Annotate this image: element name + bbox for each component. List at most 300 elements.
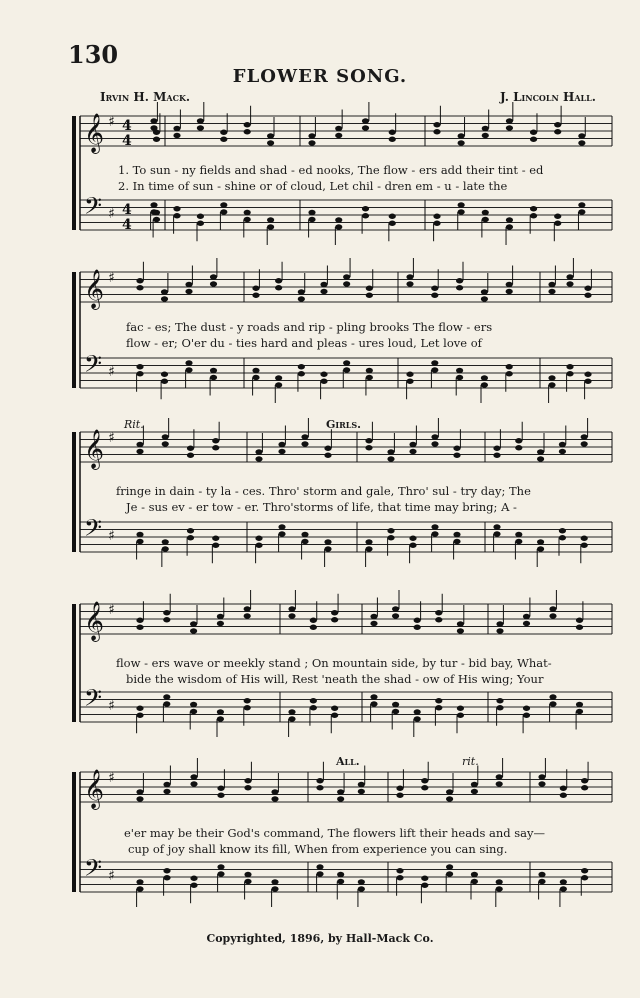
note-head (163, 610, 170, 615)
note-head (310, 705, 317, 710)
note-head (190, 709, 197, 714)
note-head (320, 282, 327, 287)
note-head (481, 289, 488, 294)
note-head (320, 289, 327, 294)
note-head (136, 532, 143, 537)
note-head (271, 886, 278, 891)
note-head (584, 293, 591, 298)
note-head (431, 441, 438, 446)
note-head (185, 367, 192, 372)
note-head (414, 625, 421, 630)
note-head (458, 209, 465, 214)
note-head (267, 140, 274, 145)
note-head (136, 706, 143, 711)
system-brace (72, 432, 76, 552)
note-head (197, 221, 204, 226)
note-head (343, 274, 350, 279)
note-head (365, 546, 372, 551)
note-head (458, 140, 465, 145)
note-head (217, 864, 224, 869)
key-signature-sharp: ♯ (108, 770, 115, 786)
note-head (301, 434, 308, 439)
key-signature-sharp: ♯ (108, 698, 115, 714)
treble-clef: 𝄞 (84, 769, 105, 809)
note-head (136, 539, 143, 544)
note-head (331, 610, 338, 615)
system-brace (72, 272, 76, 388)
note-head (153, 137, 160, 142)
note-head (335, 217, 342, 222)
note-head (456, 375, 463, 380)
note-head (506, 282, 513, 287)
note-head (308, 133, 315, 138)
note-head (244, 210, 251, 215)
note-head (559, 535, 566, 540)
note-head (320, 372, 327, 377)
note-head (406, 281, 413, 286)
note-head (366, 375, 373, 380)
note-head (308, 217, 315, 222)
note-head (337, 796, 344, 801)
note-head (578, 140, 585, 145)
note-head (358, 879, 365, 884)
note-head (301, 441, 308, 446)
lyric-line: Je - sus ev - er tow - er. Thro'storms of life, that time may bring; A - (126, 500, 517, 514)
note-head (515, 539, 522, 544)
note-head (162, 539, 169, 544)
note-head (244, 129, 251, 134)
note-head (163, 782, 170, 787)
note-head (190, 781, 197, 786)
note-head (515, 438, 522, 443)
note-head (482, 133, 489, 138)
note-head (162, 441, 169, 446)
note-head (431, 531, 438, 536)
note-head (190, 883, 197, 888)
note-head (197, 125, 204, 130)
note-head (389, 221, 396, 226)
note-head (431, 286, 438, 291)
note-head (554, 221, 561, 226)
note-head (453, 532, 460, 537)
note-head (370, 701, 377, 706)
note-head (496, 774, 503, 779)
note-head (421, 778, 428, 783)
note-head (136, 278, 143, 283)
note-head (530, 213, 537, 218)
note-head (581, 434, 588, 439)
note-head (298, 289, 305, 294)
note-head (190, 702, 197, 707)
time-signature-top: 4 (122, 118, 132, 134)
note-head (456, 278, 463, 283)
note-head (190, 628, 197, 633)
key-signature-sharp: ♯ (108, 270, 115, 286)
note-head (537, 456, 544, 461)
note-head (482, 210, 489, 215)
note-head (559, 528, 566, 533)
note-head (217, 621, 224, 626)
note-head (578, 202, 585, 207)
note-head (482, 126, 489, 131)
note-head (136, 285, 143, 290)
note-head (316, 778, 323, 783)
girls-part-label: Girls. (326, 418, 362, 431)
note-head (173, 126, 180, 131)
note-head (538, 872, 545, 877)
note-head (244, 778, 251, 783)
note-head (523, 713, 530, 718)
song-title: FLOWER SONG. (232, 66, 408, 87)
key-signature-sharp: ♯ (108, 868, 115, 884)
note-head (537, 546, 544, 551)
note-head (316, 864, 323, 869)
note-head (406, 372, 413, 377)
system-brace (72, 772, 76, 892)
note-head (335, 126, 342, 131)
time-signature-bottom: 4 (122, 217, 132, 233)
note-head (365, 539, 372, 544)
note-head (548, 382, 555, 387)
note-head (414, 618, 421, 623)
note-head (433, 214, 440, 219)
note-head (244, 785, 251, 790)
note-head (173, 133, 180, 138)
key-signature-sharp: ♯ (108, 528, 115, 544)
note-head (301, 539, 308, 544)
note-head (409, 442, 416, 447)
note-head (255, 456, 262, 461)
note-head (387, 535, 394, 540)
lyric-line: flow - er; O'er du - ties hard and pleas - ures loud, Let love of (126, 336, 482, 350)
note-head (362, 206, 369, 211)
note-head (324, 539, 331, 544)
note-head (185, 282, 192, 287)
note-head (493, 446, 500, 451)
note-head (324, 446, 331, 451)
note-head (153, 217, 160, 222)
note-head (559, 442, 566, 447)
note-head (453, 446, 460, 451)
note-head (278, 531, 285, 536)
note-head (220, 209, 227, 214)
treble-clef: 𝄞 (84, 429, 105, 469)
note-head (163, 701, 170, 706)
note-head (298, 371, 305, 376)
note-head (136, 625, 143, 630)
note-head (554, 129, 561, 134)
note-head (493, 453, 500, 458)
note-head (288, 709, 295, 714)
note-head (392, 709, 399, 714)
note-head (456, 368, 463, 373)
note-head (581, 778, 588, 783)
note-head (471, 782, 478, 787)
lyric-line: 1. To sun - ny fields and shad - ed nooks, The flow - ers add their tint - ed (118, 163, 544, 177)
note-head (506, 217, 513, 222)
lyric-line: fringe in dain - ty la - ces. Thro' storm and gale, Thro' sul - try day; The (116, 484, 531, 498)
note-head (335, 224, 342, 229)
note-head (431, 360, 438, 365)
note-head (549, 701, 556, 706)
note-head (220, 202, 227, 207)
note-head (366, 286, 373, 291)
note-head (446, 864, 453, 869)
note-head (255, 449, 262, 454)
note-head (316, 871, 323, 876)
note-head (581, 441, 588, 446)
note-head (457, 621, 464, 626)
note-head (365, 438, 372, 443)
note-head (458, 202, 465, 207)
note-head (358, 886, 365, 891)
note-head (576, 702, 583, 707)
note-head (310, 698, 317, 703)
note-head (576, 618, 583, 623)
note-head (406, 274, 413, 279)
key-signature-sharp: ♯ (108, 430, 115, 446)
note-head (414, 709, 421, 714)
note-head (435, 610, 442, 615)
treble-clef: 𝄞 (84, 269, 105, 309)
key-signature-sharp: ♯ (108, 364, 115, 380)
note-head (278, 524, 285, 529)
note-head (362, 213, 369, 218)
note-head (212, 445, 219, 450)
note-head (150, 118, 157, 123)
note-head (187, 446, 194, 451)
note-head (530, 206, 537, 211)
note-head (581, 536, 588, 541)
note-head (324, 546, 331, 551)
note-head (396, 875, 403, 880)
note-head (185, 289, 192, 294)
note-head (538, 879, 545, 884)
note-head (316, 785, 323, 790)
note-head (496, 628, 503, 633)
note-head (220, 137, 227, 142)
note-head (365, 445, 372, 450)
note-head (136, 879, 143, 884)
note-head (187, 453, 194, 458)
note-head (496, 879, 503, 884)
note-head (396, 793, 403, 798)
note-head (515, 532, 522, 537)
note-head (308, 210, 315, 215)
note-head (343, 367, 350, 372)
note-head (421, 785, 428, 790)
note-head (581, 785, 588, 790)
note-head (506, 224, 513, 229)
note-head (136, 442, 143, 447)
note-head (481, 375, 488, 380)
note-head (366, 368, 373, 373)
note-head (538, 774, 545, 779)
note-head (496, 698, 503, 703)
note-head (456, 285, 463, 290)
key-signature-sharp: ♯ (108, 206, 115, 222)
note-head (308, 140, 315, 145)
note-head (162, 546, 169, 551)
note-head (578, 209, 585, 214)
note-head (163, 789, 170, 794)
note-head (560, 793, 567, 798)
note-head (370, 614, 377, 619)
note-head (212, 543, 219, 548)
note-head (549, 613, 556, 618)
note-head (560, 786, 567, 791)
note-head (267, 224, 274, 229)
lyric-line: bide the wisdom of His will, Rest 'neath the shad - ow of His wing; Your (126, 672, 544, 686)
system-brace (72, 116, 76, 230)
note-head (433, 221, 440, 226)
note-head (220, 130, 227, 135)
note-head (136, 449, 143, 454)
key-signature-sharp: ♯ (108, 602, 115, 618)
note-head (566, 364, 573, 369)
note-head (217, 614, 224, 619)
note-head (210, 368, 217, 373)
note-head (252, 368, 259, 373)
note-head (136, 618, 143, 623)
note-head (163, 875, 170, 880)
note-head (496, 781, 503, 786)
note-head (506, 371, 513, 376)
note-head (288, 716, 295, 721)
note-head (298, 296, 305, 301)
note-head (584, 286, 591, 291)
note-head (244, 122, 251, 127)
note-head (267, 133, 274, 138)
note-head (197, 118, 204, 123)
note-head (337, 789, 344, 794)
note-head (244, 217, 251, 222)
bass-clef: 𝄢 (84, 514, 103, 547)
note-head (136, 886, 143, 891)
note-head (358, 789, 365, 794)
note-head (244, 698, 251, 703)
note-head (271, 789, 278, 794)
note-head (389, 214, 396, 219)
note-head (136, 364, 143, 369)
lyric-line: flow - ers wave or meekly stand ; On mountain side, by tur - bid bay, What- (116, 656, 552, 670)
note-head (244, 872, 251, 877)
note-head (457, 706, 464, 711)
note-head (255, 536, 262, 541)
note-head (310, 618, 317, 623)
note-head (244, 705, 251, 710)
note-head (481, 382, 488, 387)
note-head (278, 442, 285, 447)
bass-clef: 𝄢 (84, 684, 103, 717)
note-head (267, 217, 274, 222)
note-head (421, 876, 428, 881)
note-head (457, 628, 464, 633)
note-head (549, 694, 556, 699)
note-head (210, 281, 217, 286)
note-head (252, 375, 259, 380)
note-head (396, 868, 403, 873)
note-head (506, 289, 513, 294)
note-head (548, 282, 555, 287)
note-head (187, 535, 194, 540)
note-head (136, 371, 143, 376)
note-head (366, 293, 373, 298)
note-head (387, 449, 394, 454)
note-head (406, 379, 413, 384)
note-head (197, 214, 204, 219)
note-head (310, 625, 317, 630)
note-head (506, 118, 513, 123)
note-head (212, 438, 219, 443)
note-head (566, 371, 573, 376)
note-head (409, 449, 416, 454)
note-head (161, 379, 168, 384)
note-head (190, 621, 197, 626)
note-head (358, 782, 365, 787)
key-signature-sharp: ♯ (108, 114, 115, 130)
note-head (136, 713, 143, 718)
note-head (576, 625, 583, 630)
note-head (337, 879, 344, 884)
note-head (288, 606, 295, 611)
note-head (581, 875, 588, 880)
note-head (392, 702, 399, 707)
note-head (255, 543, 262, 548)
note-head (153, 210, 160, 215)
note-head (275, 375, 282, 380)
note-head (161, 296, 168, 301)
note-head (560, 886, 567, 891)
note-head (153, 130, 160, 135)
note-head (210, 375, 217, 380)
note-head (173, 206, 180, 211)
note-head (185, 360, 192, 365)
note-head (435, 698, 442, 703)
note-head (471, 789, 478, 794)
note-head (493, 524, 500, 529)
note-head (275, 382, 282, 387)
page-number: 130 (68, 40, 119, 69)
note-head (217, 871, 224, 876)
bass-clef: 𝄢 (84, 192, 103, 225)
note-head (275, 278, 282, 283)
note-head (431, 367, 438, 372)
note-head (431, 434, 438, 439)
note-head (217, 716, 224, 721)
note-head (275, 285, 282, 290)
note-head (578, 133, 585, 138)
note-head (515, 445, 522, 450)
note-head (212, 536, 219, 541)
note-head (217, 709, 224, 714)
note-head (163, 868, 170, 873)
note-head (453, 539, 460, 544)
note-head (173, 213, 180, 218)
note-head (530, 137, 537, 142)
note-head (370, 621, 377, 626)
note-head (566, 274, 573, 279)
lyric-line: cup of joy shall know its fill, When from experience you can sing. (128, 842, 508, 856)
note-head (150, 202, 157, 207)
note-head (217, 793, 224, 798)
copyright-notice: Copyrighted, 1896, by Hall-Mack Co. (206, 932, 434, 945)
note-head (481, 296, 488, 301)
note-head (362, 118, 369, 123)
note-head (271, 879, 278, 884)
note-head (190, 876, 197, 881)
note-head (210, 274, 217, 279)
